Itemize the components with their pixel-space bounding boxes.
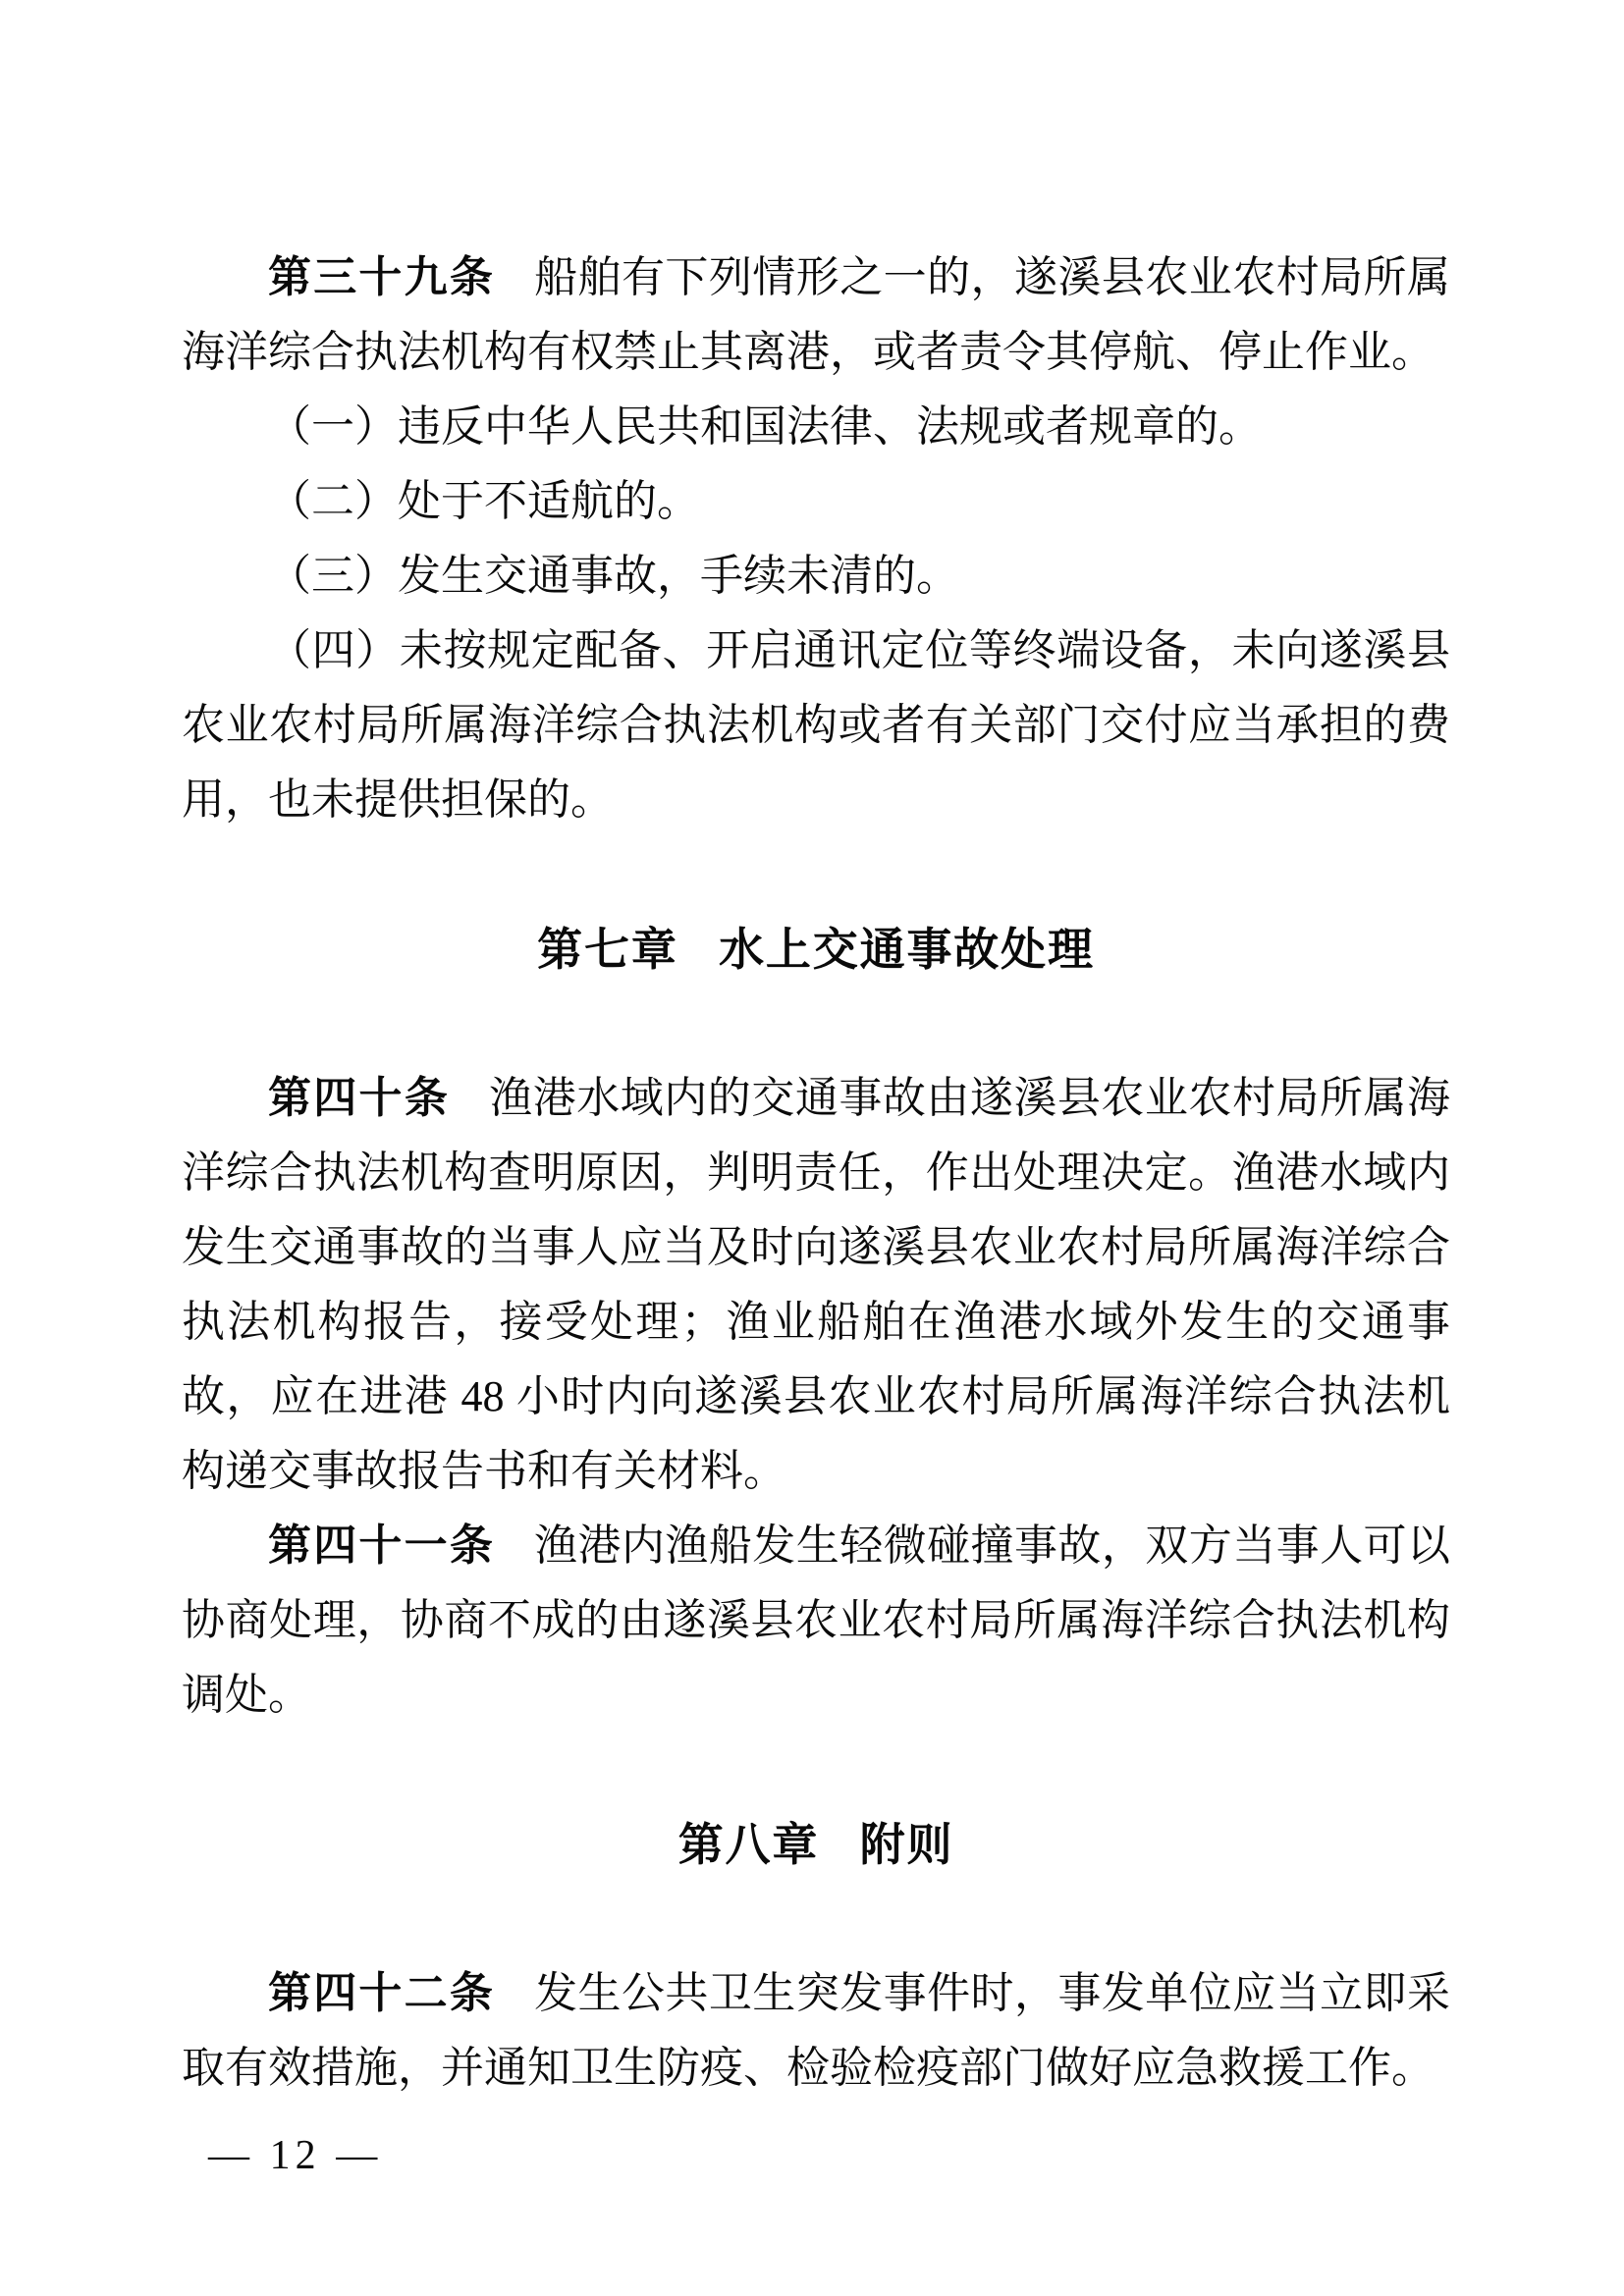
article-39-item-4 bbox=[182, 614, 1450, 837]
chapter-7-heading bbox=[182, 912, 1450, 987]
article-39-item-3-text: （三）发生交通事故，手续未清的。 bbox=[268, 552, 959, 600]
article-39-item-2-text: （二）处于不适航的。 bbox=[268, 477, 700, 525]
article-39-item-4-text: （四）未按规定配备、开启通讯定位等终端设备，未向遂溪县农业农村局所属海洋综合执法机构或者有关部门交付应当承担的费用，也未提供担保的。 bbox=[182, 626, 1450, 824]
article-39-item-1-text: （一）违反中华人民共和国法律、法规或者规章的。 bbox=[268, 402, 1262, 451]
article-39-text: 船舶有下列情形之一的，遂溪县农业农村局所属海洋综合执法机构有权禁止其离港，或者责令其停航、停止作业。 bbox=[182, 253, 1450, 376]
article-41-number: 第四十一条 bbox=[268, 1522, 496, 1570]
chapter-7-title: 水上交通事故处理 bbox=[719, 924, 1095, 975]
article-42-paragraph bbox=[182, 1956, 1450, 2106]
article-39-item-1 bbox=[182, 390, 1450, 464]
article-39-number: 第三十九条 bbox=[268, 253, 496, 301]
article-42-number: 第四十二条 bbox=[268, 1969, 496, 2017]
article-40-text: 渔港水域内的交通事故由遂溪县农业农村局所属海洋综合执法机构查明原因，判明责任，作出处理决定。渔港水域内发生交通事故的当事人应当及时向遂溪县农业农村局所属海洋综合执法机构报告，接受处理；渔业船舶在渔港水域外发生的交通事故，应在进港 48 小时内向遂溪县农业农村局所属海洋综合执法机构递交事故报告书和有关材料。 bbox=[182, 1074, 1451, 1495]
chapter-8-title: 附则 bbox=[859, 1819, 954, 1870]
article-39-item-3 bbox=[182, 539, 1450, 614]
chapter-7-number: 第七章 bbox=[537, 924, 678, 975]
chapter-8-number: 第八章 bbox=[677, 1819, 820, 1870]
document-body bbox=[182, 240, 1450, 2106]
article-39-item-2 bbox=[182, 464, 1450, 539]
article-41-text: 渔港内渔船发生轻微碰撞事故，双方当事人可以协商处理，协商不成的由遂溪县农业农村局所属海洋综合执法机构调处。 bbox=[182, 1522, 1450, 1719]
chapter-8-heading bbox=[182, 1807, 1450, 1882]
article-39-paragraph bbox=[182, 240, 1450, 390]
page-number: — 12 — bbox=[208, 2133, 383, 2178]
article-40-paragraph bbox=[182, 1061, 1450, 1509]
article-42-text: 发生公共卫生突发事件时，事发单位应当立即采取有效措施，并通知卫生防疫、检验检疫部门做好应急救援工作。 bbox=[182, 1969, 1450, 2092]
article-41-paragraph bbox=[182, 1509, 1450, 1733]
article-40-number: 第四十条 bbox=[268, 1074, 451, 1122]
